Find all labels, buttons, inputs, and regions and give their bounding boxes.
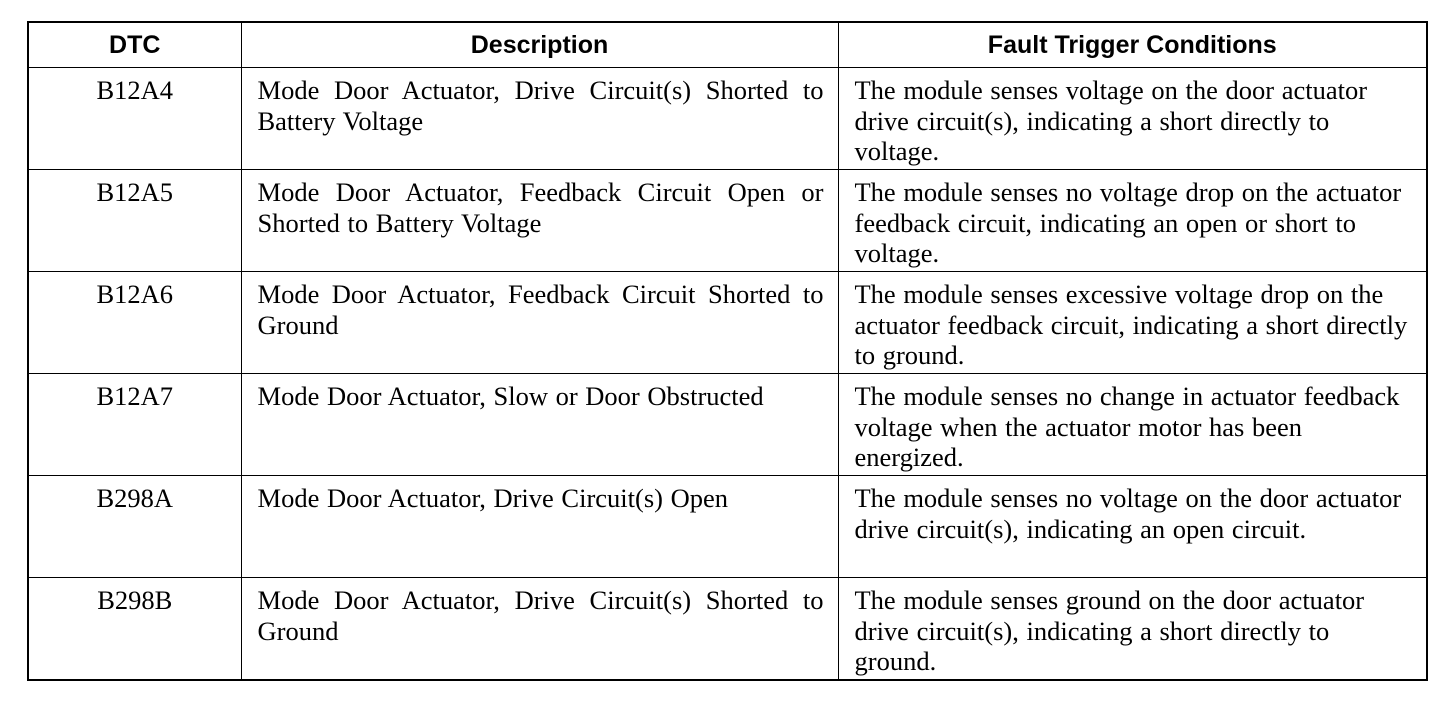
dtc-code: B12A6 [28,272,241,374]
dtc-description: Mode Door Actuator, Feedback Circuit Open or Shorted to Battery Voltage [241,170,838,272]
dtc-trigger-condition: The module senses excessive voltage drop on the actuator feedback circuit, indicating a short directly to ground. [838,272,1427,374]
dtc-code: B12A5 [28,170,241,272]
header-dtc: DTC [28,22,241,68]
dtc-trigger-condition: The module senses no voltage on the door actuator drive circuit(s), indicating an open circuit. [838,476,1427,578]
dtc-description: Mode Door Actuator, Slow or Door Obstructed [241,374,838,476]
table-body [28,68,1427,680]
dtc-trigger-condition: The module senses no change in actuator feedback voltage when the actuator motor has been energized. [838,374,1427,476]
table-row [28,578,1427,680]
table-header [28,22,1427,68]
dtc-description: Mode Door Actuator, Feedback Circuit Shorted to Ground [241,272,838,374]
table-row [28,272,1427,374]
dtc-description: Mode Door Actuator, Drive Circuit(s) Open [241,476,838,578]
table-row [28,476,1427,578]
dtc-trigger-condition: The module senses ground on the door actuator drive circuit(s), indicating a short directly to ground. [838,578,1427,680]
dtc-trigger-condition: The module senses no voltage drop on the actuator feedback circuit, indicating an open or short to voltage. [838,170,1427,272]
dtc-table [27,21,1428,681]
header-row [28,22,1427,68]
dtc-code: B298B [28,578,241,680]
dtc-code: B298A [28,476,241,578]
header-description: Description [241,22,838,68]
table-row [28,68,1427,170]
dtc-code: B12A7 [28,374,241,476]
dtc-trigger-condition: The module senses voltage on the door actuator drive circuit(s), indicating a short directly to voltage. [838,68,1427,170]
dtc-description: Mode Door Actuator, Drive Circuit(s) Shorted to Ground [241,578,838,680]
header-fault-trigger-conditions: Fault Trigger Conditions [838,22,1427,68]
dtc-code: B12A4 [28,68,241,170]
table-row [28,374,1427,476]
dtc-description: Mode Door Actuator, Drive Circuit(s) Shorted to Battery Voltage [241,68,838,170]
table-row [28,170,1427,272]
